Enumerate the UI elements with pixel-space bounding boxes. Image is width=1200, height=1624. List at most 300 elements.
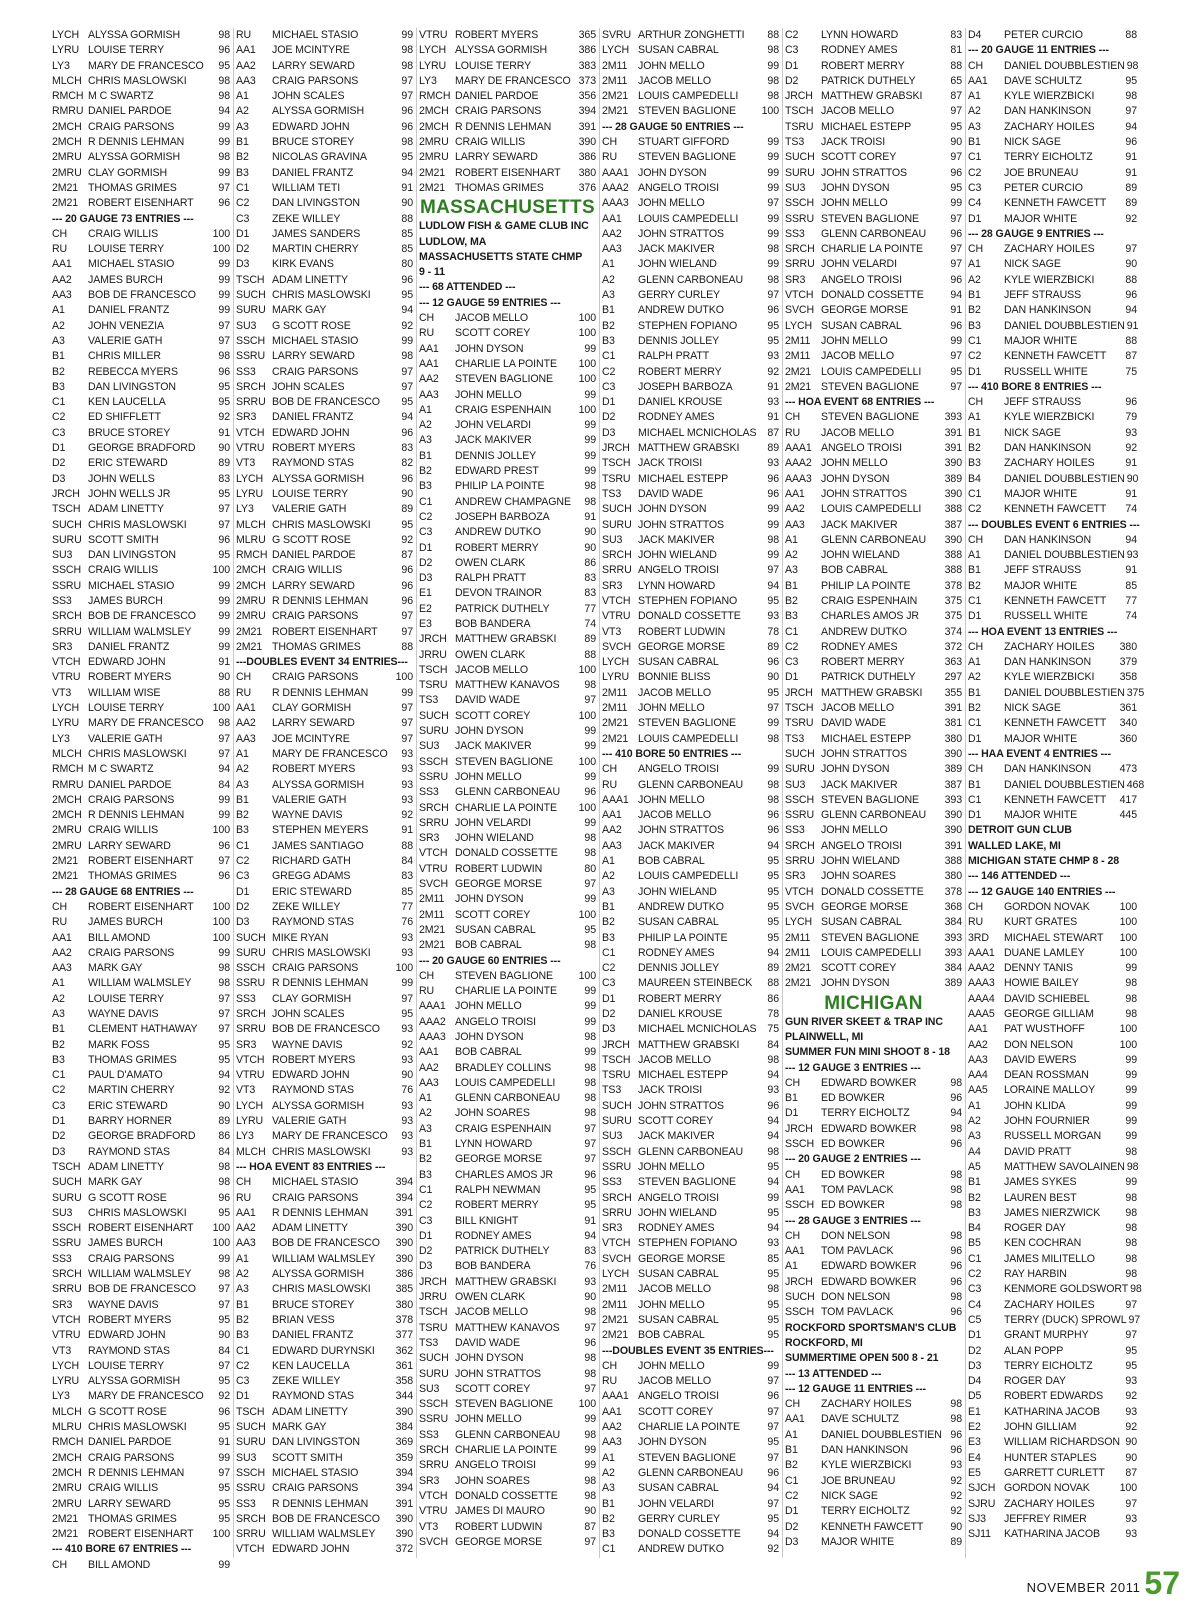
result-row [419,1336,596,1351]
class-code: JRCH [785,686,813,699]
class-code: SU3 [52,1206,73,1219]
result-row [52,150,230,165]
score: 98 [584,1306,596,1319]
shooter-name: KYLE WIERZBICKI [1004,90,1095,103]
score: 90 [584,526,596,539]
class-code: AA1 [419,357,439,370]
score: 97 [218,1466,230,1479]
score: 95 [950,181,962,194]
score: 100 [761,105,779,118]
result-row [419,89,596,104]
score: 95 [767,594,779,607]
shooter-name: MICHAEL STASIO [272,334,359,347]
class-code: MLCH [52,1405,82,1418]
class-code: VT3 [602,625,622,638]
shooter-name: LYNN HOWARD [821,29,899,41]
shooter-name: WILLIAM WISE [88,686,161,699]
shooter-name: MICHAEL STASIO [272,1466,359,1479]
score: 83 [584,1245,596,1258]
class-code: RMCH [52,90,84,103]
shooter-name: ROBERT MYERS [272,442,356,455]
score: 98 [584,1474,596,1487]
result-row [785,1183,962,1198]
score: 87 [767,426,779,439]
class-code: B2 [602,319,615,332]
result-row [968,181,1137,196]
score: 98 [1130,1283,1142,1296]
score: 99 [1125,1053,1137,1066]
score: 358 [395,1375,413,1388]
score: 93 [584,1275,596,1288]
shooter-name: DANIEL PARDOE [88,105,172,118]
shooter-name: PHILIP LA POINTE [638,931,728,944]
class-code: 2M21 [785,380,812,393]
score: 93 [401,778,413,791]
result-row [52,1007,230,1022]
score: 100 [1119,1038,1137,1051]
result-row [602,1038,779,1053]
score: 100 [212,1237,230,1250]
score: 97 [218,992,230,1005]
shooter-name: MATTHEW GRABSKI [821,90,923,103]
shooter-name: JOHN DYSON [821,763,890,776]
class-code: LYCH [785,916,813,929]
result-row [602,242,779,257]
shooter-name: KEN LAUCELLA [272,1359,350,1372]
result-row [236,319,413,334]
score: 381 [944,717,962,730]
shooter-name: DAVID WADE [821,717,886,730]
result-row [785,793,962,808]
score: 93 [401,1053,413,1066]
shooter-name: KENNETH FAWCETT [1004,717,1107,730]
shooter-name: JOHN STRATTOS [821,747,908,760]
shooter-name: ALYSSA GORMISH [272,778,365,791]
event-header: --- HOA EVENT 13 ENTRIES --- [968,625,1118,638]
result-row [968,74,1137,89]
class-code: RU [602,151,618,164]
score: 98 [767,243,779,256]
class-code: SRCH [602,1191,632,1204]
class-code: AAA2 [602,181,629,194]
class-code: C2 [968,166,982,179]
shooter-name: BOB BANDERA [455,1260,531,1273]
shooter-name: MAJOR WHITE [1004,579,1078,592]
result-row [236,992,413,1007]
score: 98 [1125,90,1137,103]
shooter-name: DAVID WADE [455,694,520,707]
class-code: A2 [236,1268,249,1281]
shooter-name: OWEN CLARK [455,556,526,569]
result-row [419,1504,596,1519]
score: 99 [767,59,779,72]
result-row [602,1359,779,1374]
shooter-name: GEORGE MORSE [455,1153,543,1166]
result-row [785,349,962,364]
result-row [236,1206,413,1221]
shooter-name: LOUIS CAMPEDELLI [821,946,922,959]
result-row [52,426,230,441]
result-row [968,992,1137,1007]
score: 97 [584,694,596,707]
result-row [968,196,1137,211]
result-row [785,869,962,884]
class-code: AA2 [52,273,72,286]
result-row [419,1397,596,1412]
score: 96 [401,472,413,485]
shooter-name: JAMES BURCH [88,273,163,286]
score: 97 [401,90,413,103]
class-code: AA3 [236,1237,256,1250]
result-row [968,1206,1137,1221]
shooter-name: R DENNIS LEHMAN [272,1206,369,1219]
result-row [52,625,230,640]
class-code: VTCH [236,426,265,439]
shooter-name: MAJOR WHITE [1004,809,1078,822]
result-row [968,1252,1137,1267]
class-code: C2 [602,962,616,975]
result-row [785,1474,962,1489]
result-row [52,1420,230,1435]
shooter-name: JEFF STRAUSS [1004,289,1082,302]
shooter-name: CRAIG PARSONS [272,610,359,623]
shooter-name: DAN LIVINGSTON [88,380,176,393]
class-code: 2MCH [52,809,82,822]
shooter-name: GLENN CARBONEAU [455,786,561,799]
class-code: LYCH [785,319,813,332]
shooter-name: RAYMOND STAS [88,1145,170,1158]
result-row [419,479,596,494]
class-code: A2 [419,419,432,432]
shooter-name: CRAIG PARSONS [455,105,542,118]
class-code: D1 [236,885,250,898]
class-code: AAA1 [602,166,629,179]
class-code: B2 [602,916,615,929]
class-code: TSRU [602,1069,631,1082]
result-row [236,808,413,823]
result-row [236,334,413,349]
class-code: A3 [52,334,65,347]
result-row [236,1374,413,1389]
score: 99 [767,258,779,271]
score: 384 [944,962,962,975]
results-column-1 [50,28,233,1571]
score: 98 [584,495,596,508]
score: 98 [1125,1008,1137,1020]
class-code: SS3 [419,1428,439,1441]
result-row [236,74,413,89]
class-code: VT3 [52,1344,72,1357]
class-code: B3 [236,166,249,179]
result-row [236,1053,413,1068]
score: 90 [218,1329,230,1342]
class-code: MLRU [52,1421,82,1434]
score: 468 [1126,778,1145,791]
class-code: SRRU [602,1206,632,1219]
class-code: AA3 [602,839,622,852]
result-row [419,785,596,800]
score: 98 [1125,1252,1137,1265]
shooter-name: RAYMOND STAS [88,1344,170,1357]
shooter-name: DENNIS JOLLEY [638,962,720,975]
result-row [785,472,962,487]
result-row [52,732,230,747]
score: 98 [401,44,413,57]
result-row [968,579,1137,594]
class-code: B1 [968,686,981,699]
class-code: A3 [968,1130,981,1143]
score: 95 [401,151,413,164]
result-row [419,433,596,448]
result-row [968,334,1137,349]
score: 76 [401,916,413,929]
shooter-name: LYNN HOWARD [638,579,716,592]
class-code: C2 [419,1199,433,1212]
class-code: AA3 [602,1436,622,1449]
shooter-name: RUSSELL WHITE [1004,610,1088,623]
score: 473 [1119,763,1137,776]
shooter-name: BOB DE FRANCESCO [88,289,196,302]
shooter-name: DAVE SCHULTZ [821,1413,899,1426]
shooter-name: WILLIAM TETI [272,181,341,194]
shooter-name: VALERIE GATH [88,732,163,745]
class-code: A2 [236,763,249,776]
score: 99 [767,549,779,562]
shooter-name: JACOB MELLO [821,105,895,118]
score: 96 [950,1260,962,1273]
class-code: A1 [419,1092,432,1105]
score: 95 [218,1512,230,1525]
shooter-name: LOUISE TERRY [455,59,532,72]
score: 91 [767,380,779,393]
class-code: C1 [52,1069,66,1082]
score: 100 [1119,916,1137,929]
score: 390 [395,1237,413,1250]
result-row [236,1252,413,1267]
score: 95 [1125,1359,1137,1372]
shooter-name: THOMAS GRIMES [88,1053,177,1066]
score: 80 [401,258,413,271]
result-row [419,388,596,403]
shooter-name: BOB CABRAL [638,855,705,868]
shooter-name: ANGELO TROISI [455,1459,536,1472]
shooter-name: PATRICK DUTHELY [821,74,916,87]
result-row [785,1535,962,1550]
result-row [602,196,779,211]
shooter-name: PETER CURCIO [1004,181,1083,194]
class-code: SSRU [52,579,82,592]
result-row [602,212,779,227]
shooter-name: JOHN SOARES [455,1107,530,1120]
score: 90 [1125,258,1137,271]
shooter-name: MARY DE FRANCESCO [455,74,571,87]
class-code: C4 [968,1298,982,1311]
result-row [236,212,413,227]
shooter-name: JACK MAKIVER [821,778,898,791]
score: 93 [767,1237,779,1250]
class-code: LYRU [52,1375,80,1388]
shooter-name: ROBERT MYERS [272,763,356,776]
score: 100 [578,801,596,814]
shooter-name: TERRY (DUCK) SPROWL [1004,1313,1127,1326]
shooter-name: STEVEN BAGLIONE [455,755,553,768]
shooter-name: DAN HANKINSON [1004,656,1091,669]
class-code: C3 [785,656,799,669]
score: 97 [401,365,413,378]
class-code: C1 [968,334,982,347]
shooter-name: JOHN WELLS JR [88,487,171,500]
score: 386 [395,1268,413,1281]
shooter-name: MARK GAY [272,1421,327,1434]
result-row [419,1382,596,1397]
class-code: 2M21 [419,923,446,936]
result-row [419,1106,596,1121]
shooter-name: EDWARD BOWKER [821,1260,917,1273]
shoot-info: MICHIGAN STATE CHMP 8 - 28 [968,855,1120,868]
shooter-name: PHILIP LA POINTE [821,579,911,592]
result-row [602,150,779,165]
shooter-name: VALERIE GATH [272,1115,347,1128]
result-row [236,365,413,380]
result-row [52,74,230,89]
class-code: 2MRU [52,151,82,164]
result-row [236,196,413,211]
shooter-name: ANGELO TROISI [821,442,902,455]
class-code: SJ3 [968,1512,986,1525]
shooter-name: CHARLES AMOS JR [821,610,919,623]
class-code: B2 [785,594,798,607]
result-row [602,823,779,838]
class-code: AA2 [419,373,439,386]
class-code: 2M11 [602,1298,628,1311]
score: 94 [950,1107,962,1120]
class-code: SRRU [52,1283,82,1296]
score: 94 [401,411,413,424]
shooter-name: JOHN SCALES [272,90,345,103]
result-row [419,166,596,181]
class-code: SRRU [52,625,82,638]
result-row [236,1099,413,1114]
shooter-name: CHRIS MASLOWSKI [88,74,187,87]
class-code: TSCH [419,663,448,676]
shooter-name: WAYNE DAVIS [272,809,343,822]
score: 98 [950,1291,962,1304]
shooter-name: ROBERT MYERS [272,1053,356,1066]
result-row [419,938,596,953]
score: 97 [401,610,413,623]
event-header: --- 12 GAUGE 11 ENTRIES --- [785,1382,926,1395]
class-code: SURU [52,533,82,546]
class-code: C4 [968,197,982,210]
score: 97 [767,702,779,715]
score: 93 [401,1023,413,1036]
shooter-name: MICHAEL STASIO [88,579,175,592]
result-row [236,1145,413,1160]
score: 391 [944,702,962,715]
shooter-name: CRAIG PARSONS [272,365,359,378]
class-code: MLRU [236,533,266,546]
result-row [52,257,230,272]
class-code: SRCH [52,610,82,623]
class-code: AA1 [52,931,72,944]
result-row [968,89,1137,104]
score: 99 [584,1444,596,1457]
class-code: AA2 [602,1421,622,1434]
class-code: 2M11 [602,686,628,699]
shooter-name: CRAIG PARSONS [88,793,175,806]
score: 90 [950,1520,962,1533]
shooter-name: STEVEN BAGLIONE [455,969,553,982]
class-code: TSCH [52,1160,81,1173]
shooter-name: BONNIE BLISS [638,671,711,684]
class-code: B3 [968,1206,981,1219]
result-row [602,334,779,349]
shooter-name: KYLE WIERZBICKI [1004,273,1095,286]
result-row [236,1481,413,1496]
shooter-name: BOB DE FRANCESCO [272,1237,380,1250]
result-row [419,1168,596,1183]
class-code: AA1 [602,809,622,822]
result-row [602,89,779,104]
class-code: A4 [968,1145,981,1158]
score: 99 [584,388,596,401]
score: 99 [401,686,413,699]
class-code: D1 [52,1115,66,1128]
shooter-name: WILLIAM WALMSLEY [272,1528,376,1541]
score: 99 [767,136,779,149]
result-row [785,1244,962,1259]
class-code: A3 [602,289,615,302]
result-row [602,1328,779,1343]
result-row [602,1374,779,1389]
shooter-name: KIRK EVANS [272,258,334,271]
class-code: VTRU [602,610,631,623]
score: 86 [584,556,596,569]
shooter-name: WILLIAM WALMSLEY [88,977,192,990]
score: 94 [767,1069,779,1082]
result-row [52,1497,230,1512]
class-code: C2 [602,365,616,378]
score: 91 [1125,487,1137,500]
score: 98 [767,1053,779,1066]
shooter-name: MARY DE FRANCESCO [272,747,388,760]
score: 390 [944,824,962,837]
shooter-name: MARTIN CHERRY [272,243,359,256]
class-code: CH [236,1176,252,1189]
result-row [236,1022,413,1037]
score: 85 [1125,579,1137,592]
event-header: --- 28 GAUGE 50 ENTRIES --- [602,120,744,133]
score: 378 [395,1313,413,1326]
shooter-name: DONALD COSSETTE [638,1528,741,1541]
score: 97 [584,1122,596,1135]
score: 93 [767,396,779,409]
score: 98 [584,1107,596,1120]
class-code: C1 [968,717,982,730]
class-code: D2 [968,1344,982,1357]
shooter-name: JOHN SOARES [455,1474,530,1487]
result-row [968,1481,1137,1496]
class-code: LYCH [236,472,264,485]
shooter-name: LOUIS CAMPEDELLI [455,1076,556,1089]
score: 84 [218,1344,230,1357]
result-row [52,380,230,395]
result-row [602,472,779,487]
shooter-name: ROBERT MYERS [88,1313,172,1326]
shooter-name: GREGG ADAMS [272,870,351,883]
class-code: VTRU [419,862,448,875]
class-code: RU [236,686,252,699]
